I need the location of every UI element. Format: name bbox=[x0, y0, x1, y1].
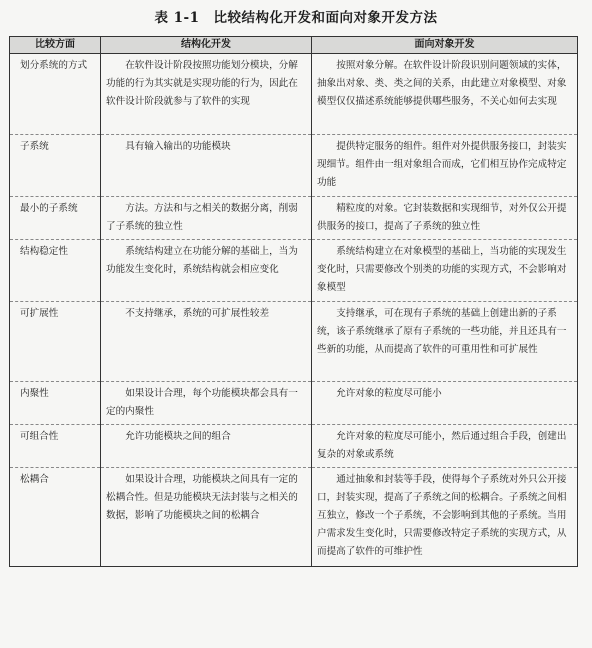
aspect-cell: 子系统 bbox=[10, 135, 101, 197]
aspect-cell: 内聚性 bbox=[10, 382, 101, 425]
oo-cell: 允许对象的粒度尽可能小 bbox=[312, 382, 578, 425]
oo-cell: 系统结构建立在对象模型的基础上，当功能的实现发生变化时，只需要修改个别类的功能的实现方式，不会影响对象模型 bbox=[312, 240, 578, 302]
table-row bbox=[10, 425, 578, 468]
table-row bbox=[10, 468, 578, 567]
aspect-cell: 最小的子系统 bbox=[10, 197, 101, 240]
structured-cell: 允许功能模块之间的组合 bbox=[101, 425, 312, 468]
table-title: 比较结构化开发和面向对象开发方法 bbox=[213, 10, 438, 26]
aspect-cell: 划分系统的方式 bbox=[10, 54, 101, 135]
table-header-row bbox=[10, 37, 578, 54]
table-row bbox=[10, 382, 578, 425]
aspect-cell: 结构稳定性 bbox=[10, 240, 101, 302]
aspect-cell: 可组合性 bbox=[10, 425, 101, 468]
table-caption bbox=[0, 8, 592, 28]
header-aspect: 比较方面 bbox=[10, 37, 101, 54]
header-object-oriented: 面向对象开发 bbox=[312, 37, 578, 54]
table-row bbox=[10, 197, 578, 240]
structured-cell: 方法。方法和与之相关的数据分离，削弱了子系统的独立性 bbox=[101, 197, 312, 240]
table-row bbox=[10, 135, 578, 197]
structured-cell: 如果设计合理，功能模块之间具有一定的松耦合性。但是功能模块无法封装与之相关的数据，影响了功能模块之间的松耦合 bbox=[101, 468, 312, 567]
oo-cell: 允许对象的粒度尽可能小，然后通过组合手段，创建出复杂的对象或系统 bbox=[312, 425, 578, 468]
structured-cell: 具有输入输出的功能模块 bbox=[101, 135, 312, 197]
structured-cell: 不支持继承，系统的可扩展性较差 bbox=[101, 302, 312, 382]
structured-cell: 如果设计合理，每个功能模块都会具有一定的内聚性 bbox=[101, 382, 312, 425]
structured-cell: 系统结构建立在功能分解的基础上，当为功能发生变化时，系统结构就会相应变化 bbox=[101, 240, 312, 302]
table-row bbox=[10, 240, 578, 302]
oo-cell: 精粒度的对象。它封装数据和实现细节，对外仅公开提供服务的接口，提高了子系统的独立性 bbox=[312, 197, 578, 240]
oo-cell: 通过抽象和封装等手段，使得每个子系统对外只公开接口，封装实现，提高了子系统之间的松耦合。子系统之间相互独立，修改一个子系统，不会影响到其他的子系统。当用户需求发生变化时，只需要修改特定子系统的实现方式，从而提高了软件的可维护性 bbox=[312, 468, 578, 567]
table-row bbox=[10, 54, 578, 135]
header-structured: 结构化开发 bbox=[101, 37, 312, 54]
oo-cell: 支持继承，可在现有子系统的基础上创建出新的子系统，该子系统继承了原有子系统的一些功能，并且还具有一些新的功能，从而提高了软件的可重用性和可扩展性 bbox=[312, 302, 578, 382]
oo-cell: 提供特定服务的组件。组件对外提供服务接口，封装实现细节。组件由一组对象组合而成，它们相互协作完成特定功能 bbox=[312, 135, 578, 197]
table-row bbox=[10, 302, 578, 382]
structured-cell: 在软件设计阶段按照功能划分模块，分解功能的行为其实就是实现功能的行为，因此在软件设计阶段就参与了软件的实现 bbox=[101, 54, 312, 135]
aspect-cell: 可扩展性 bbox=[10, 302, 101, 382]
aspect-cell: 松耦合 bbox=[10, 468, 101, 567]
oo-cell: 按照对象分解。在软件设计阶段识别问题领域的实体，抽象出对象、类、类之间的关系，由此建立对象模型、对象模型仅仅描述系统能够提供哪些服务，不关心如何去实现 bbox=[312, 54, 578, 135]
table-number: 表 1-1 bbox=[154, 10, 200, 26]
comparison-table bbox=[9, 36, 578, 567]
